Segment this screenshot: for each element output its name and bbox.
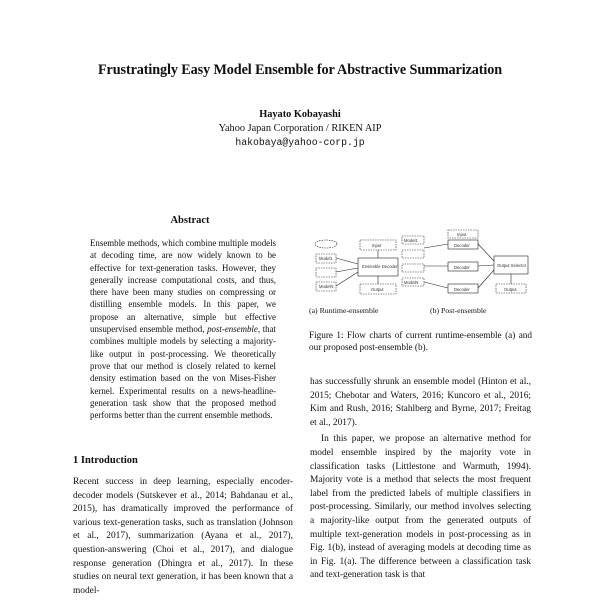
abstract-text-part2: , that combines multiple models by selecting a majority-like output in post-processing. We theoretically prove that our method is closely related to kernel density estimation based on the von Mises-Fisher kernel. Experimental results on a news-headline-generation task show that the proposed method performs better than the current ensemble methods.: [90, 324, 276, 421]
label-model1-b: Model1: [404, 238, 418, 243]
label-output-b: Output: [504, 287, 517, 292]
label-ensemble-decoder: Ensemble Decoder: [362, 264, 398, 269]
right-column-text: [310, 376, 531, 583]
figure-caption: [309, 329, 532, 354]
right-column-paragraph-1: has successfully shrunk an ensemble model (Hinton et al., 2015; Chebotar and Waters, 2016; Kuncoro et al., 2016; Kim and Rush, 2016; Stahlberg and Byrne, 2017; Freitag et al., 2017).: [310, 377, 531, 428]
post-ensemble-diagram: [402, 230, 528, 293]
author-name: Hayato Kobayashi: [259, 109, 341, 120]
label-output-a: Output: [371, 287, 384, 292]
author-affiliation: Yahoo Japan Corporation / RIKEN AIP: [218, 123, 382, 134]
author-email: hakobaya@yahoo-corp.jp: [235, 137, 365, 148]
label-decoder-2: Decoder: [454, 265, 470, 270]
abstract-emphasis: post-ensemble: [207, 324, 258, 335]
label-decoder-3: Decoder: [454, 287, 470, 292]
input-node: [315, 240, 337, 248]
label-model1-a: Model1: [319, 256, 333, 261]
abstract-text: [90, 237, 276, 421]
introduction-text: [73, 476, 293, 598]
introduction-heading: 1 Introduction: [73, 455, 138, 466]
label-modeln-b: ModelN: [404, 280, 419, 285]
model2-box: [316, 268, 336, 277]
model3-node: [402, 264, 424, 272]
abstract-heading: Abstract: [170, 215, 210, 226]
abstract-text-part1: Ensemble methods, which combine multiple models at decoding time, are now widely known to be effective for text-generation tasks. However, they generally increase computational costs, and thus, there have been many studies on compressing or distilling ensemble models. In this paper, we propose an alternative, simple but effective unsupervised ensemble method,: [90, 238, 276, 335]
introduction-paragraph: Recent success in deep learning, especially encoder-decoder models (Sutskever et al., 2014; Bahdanau et al., 2015), has dramatically improved the performance of various text-generation tasks, such as translation (Johnson et al., 2017), summarization (Ayana et al., 2017), question-answering (Choi et al., 2017), and dialogue response generation (Dhingra et al., 2017). In these studies on neural text generation, it has been known that a model-: [73, 477, 293, 596]
label-input-b: Input: [457, 232, 467, 237]
model2-node: [402, 250, 424, 258]
right-column-paragraph-2: In this paper, we propose an alternative method for model ensemble inspired by the majority vote in classification tasks (Littlestone and Warmuth, 1994). Majority vote is a method that selects the most frequent label from the predicted labels of multiple classifiers in post-processing. Similarly, our method involves selecting a majority-like output from the generated outputs of multiple text-generation models in post-processing as in Fig. 1(b), instead of averaging models at decoding time as in Fig. 1(a). The difference between a classification task and text-generation task is that: [310, 434, 531, 581]
figure-caption-text: Figure 1: Flow charts of current runtime-ensemble (a) and our proposed post-ensemble (b).: [309, 330, 532, 353]
figure-subcaption-b: (b) Post-ensemble: [430, 306, 487, 315]
label-decoder-1: Decoder: [454, 243, 470, 248]
paper-title: Frustratingly Easy Model Ensemble for Abstractive Summarization: [97, 62, 503, 78]
label-modeln-a: ModelN: [319, 284, 334, 289]
label-output-selector: Output Selector: [497, 263, 527, 268]
label-input-a: Input: [372, 243, 382, 248]
figure-subcaption-a: (a) Runtime-ensemble: [309, 306, 379, 315]
